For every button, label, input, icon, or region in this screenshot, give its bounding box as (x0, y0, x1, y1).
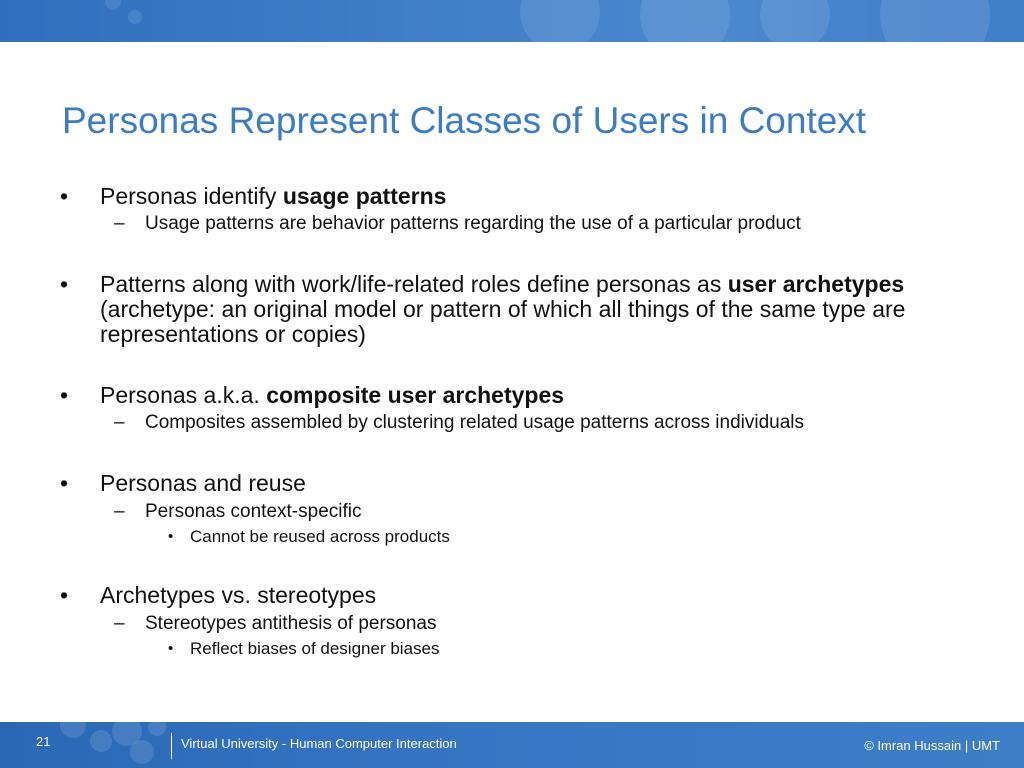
bullet-marker: • (168, 528, 174, 545)
sub-bullet-item: – Personas context-specific (114, 501, 362, 522)
sub-sub-bullet-item: • Reflect biases of designer biases (168, 639, 440, 658)
slide-title: Personas Represent Classes of Users in Context (62, 100, 867, 141)
sub-bullet-item: – Usage patterns are behavior patterns regarding the use of a particular product (114, 213, 801, 234)
bullet-marker: • (168, 640, 174, 657)
footer-course-title: Virtual University - Human Computer Interaction (181, 736, 457, 751)
bullet-marker: • (60, 582, 69, 608)
dash-marker: – (114, 501, 125, 522)
footer-bar (0, 722, 1024, 768)
bullet-item: • Personas identify usage patterns (60, 183, 447, 209)
dash-marker: – (114, 412, 125, 433)
sub-bullet-item: – Stereotypes antithesis of personas (114, 613, 437, 634)
bullet-marker: • (60, 271, 69, 297)
bullet-marker: • (60, 183, 69, 209)
slide-number: 21 (36, 734, 51, 749)
bullet-item: • Archetypes vs. stereotypes (60, 582, 377, 608)
footer-credit: © Imran Hussain | UMT (864, 738, 1000, 753)
bullet-marker: • (60, 382, 69, 408)
dash-marker: – (114, 613, 125, 634)
dash-marker: – (114, 213, 125, 234)
footer-divider (171, 733, 172, 759)
bullet-item: • Personas a.k.a. composite user archetypes (60, 382, 565, 408)
sub-sub-bullet-item: • Cannot be reused across products (168, 527, 450, 546)
bullet-item: • Personas and reuse (60, 470, 306, 496)
bullet-marker: • (60, 470, 69, 496)
sub-bullet-item: – Composites assembled by clustering related usage patterns across individuals (114, 412, 805, 433)
bullet-item: • Patterns along with work/life-related roles define personas as user archetypes (archetype: an original model or pattern of which all things of the same type are representations or copies) (60, 271, 906, 347)
